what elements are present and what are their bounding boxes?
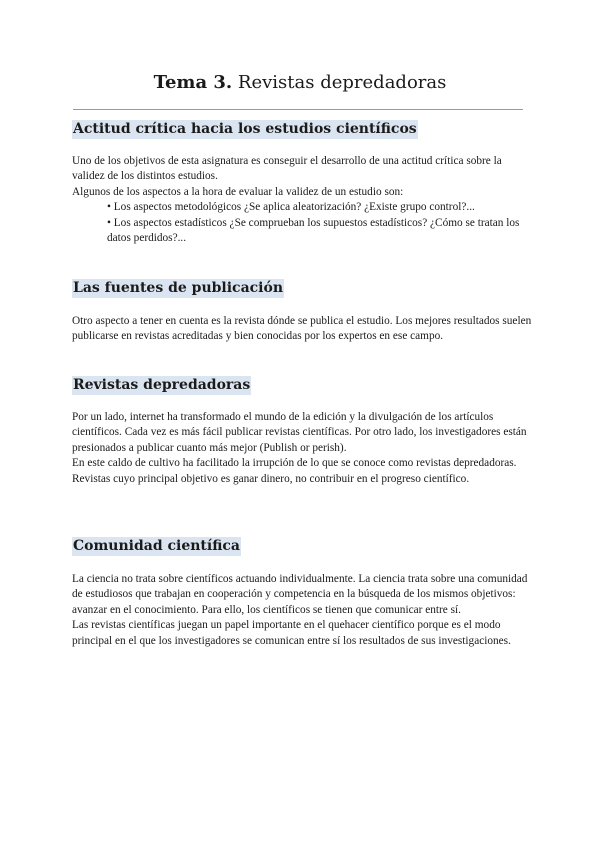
- section-heading-fuentes-publicacion: Las fuentes de publicación: [73, 280, 284, 296]
- section-body-comunidad-cientifica: [72, 572, 532, 649]
- section-heading-comunidad-cientifica: Comunidad científica: [73, 538, 240, 554]
- section-body-fuentes-publicacion: [72, 314, 532, 345]
- section-body-actitud-critica: [72, 154, 532, 246]
- paragraph: Las revistas científicas juegan un papel importante en el quehacer científico porque es el modo principal en el que los investigadores se comunican entre sí los resultados de sus investigaciones.: [72, 619, 511, 647]
- title-text: Revistas depredadoras: [232, 72, 447, 93]
- paragraph: Uno de los objetivos de esta asignatura es conseguir el desarrollo de una actitud crítica sobre la validez de los distintos estudios.: [72, 155, 502, 183]
- title-prefix: Tema 3.: [153, 72, 233, 93]
- paragraph: Algunos de los aspectos a la hora de evaluar la validez de un estudio son:: [72, 185, 404, 198]
- title-divider: [73, 109, 523, 110]
- bullet-item: • Los aspectos estadísticos ¿Se comprueban los supuestos estadísticos? ¿Cómo se tratan los datos perdidos?...: [107, 216, 520, 245]
- section-body-revistas-depredadoras: [72, 410, 532, 487]
- paragraph: En este caldo de cultivo ha facilitado la irrupción de lo que se conoce como revistas depredadoras. Revistas cuyo principal objetivo es ganar dinero, no contribuir en el progreso científico.: [72, 457, 517, 485]
- paragraph: Otro aspecto a tener en cuenta es la revista dónde se publica el estudio. Los mejores resultados suelen publicarse en revistas acreditadas y bien conocidas por los expertos en ese campo.: [72, 315, 532, 343]
- paragraph: La ciencia no trata sobre científicos actuando individualmente. La ciencia trata sobre una comunidad de estudiosos que trabajan en cooperación y competencia en la búsqueda de los mismos objetivos: avanzar en el conocimiento. Para ello, los científicos se tienen que comunicar entre sí.: [72, 573, 528, 616]
- section-heading-revistas-depredadoras: Revistas depredadoras: [73, 377, 251, 393]
- paragraph: Por un lado, internet ha transformado el mundo de la edición y la divulgación de los artículos científicos. Cada vez es más fácil publicar revistas científicas. Por otro lado, los investigadores están presionados a publicar cuanto más mejor (Publish or perish).: [72, 411, 527, 454]
- page-title: [0, 71, 600, 95]
- bullet-item: • Los aspectos metodológicos ¿Se aplica aleatorización? ¿Existe grupo control?...: [107, 201, 475, 214]
- bullet-list: [72, 200, 532, 246]
- section-heading-actitud-critica: Actitud crítica hacia los estudios científicos: [73, 121, 417, 137]
